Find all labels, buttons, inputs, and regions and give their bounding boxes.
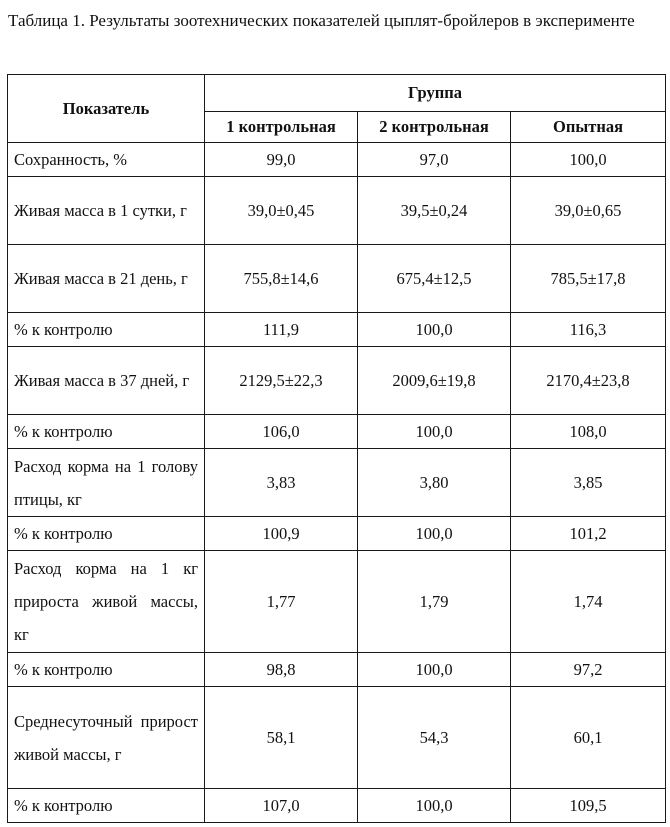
table-row	[8, 347, 666, 415]
row-label: % к контролю	[8, 789, 205, 823]
cell-control-1: 111,9	[205, 313, 358, 347]
row-label: Среднесуточный прирост живой массы, г	[8, 687, 205, 789]
cell-control-2: 100,0	[358, 789, 511, 823]
table-row	[8, 551, 666, 653]
header-row-group	[8, 75, 666, 112]
cell-experimental: 60,1	[511, 687, 666, 789]
cell-control-2: 100,0	[358, 517, 511, 551]
row-label: Живая масса в 37 дней, г	[8, 347, 205, 415]
cell-control-2: 54,3	[358, 687, 511, 789]
header-indicator: Показатель	[8, 75, 205, 143]
header-group: Группа	[205, 75, 666, 112]
cell-control-1: 3,83	[205, 449, 358, 517]
cell-control-2: 100,0	[358, 653, 511, 687]
row-label: Живая масса в 21 день, г	[8, 245, 205, 313]
column-header-control-2: 2 контрольная	[358, 112, 511, 143]
cell-control-1: 755,8±14,6	[205, 245, 358, 313]
cell-experimental: 116,3	[511, 313, 666, 347]
row-label: % к контролю	[8, 415, 205, 449]
cell-control-1: 98,8	[205, 653, 358, 687]
cell-control-2: 100,0	[358, 415, 511, 449]
cell-experimental: 97,2	[511, 653, 666, 687]
cell-control-1: 2129,5±22,3	[205, 347, 358, 415]
cell-control-2: 100,0	[358, 313, 511, 347]
cell-control-1: 39,0±0,45	[205, 177, 358, 245]
cell-control-2: 39,5±0,24	[358, 177, 511, 245]
cell-experimental: 100,0	[511, 143, 666, 177]
cell-experimental: 785,5±17,8	[511, 245, 666, 313]
results-table	[7, 74, 666, 823]
cell-control-2: 675,4±12,5	[358, 245, 511, 313]
cell-control-1: 106,0	[205, 415, 358, 449]
column-header-control-1: 1 контрольная	[205, 112, 358, 143]
table-row	[8, 245, 666, 313]
cell-control-2: 97,0	[358, 143, 511, 177]
table-row	[8, 177, 666, 245]
cell-control-2: 3,80	[358, 449, 511, 517]
table-row	[8, 143, 666, 177]
table-row	[8, 653, 666, 687]
table-row	[8, 517, 666, 551]
cell-control-2: 2009,6±19,8	[358, 347, 511, 415]
cell-experimental: 3,85	[511, 449, 666, 517]
cell-experimental: 108,0	[511, 415, 666, 449]
cell-control-1: 99,0	[205, 143, 358, 177]
cell-control-1: 100,9	[205, 517, 358, 551]
table-row	[8, 789, 666, 823]
row-label: Расход корма на 1 голову птицы, кг	[8, 449, 205, 517]
cell-experimental: 101,2	[511, 517, 666, 551]
row-label: % к контролю	[8, 517, 205, 551]
cell-control-1: 58,1	[205, 687, 358, 789]
table-row	[8, 687, 666, 789]
column-header-experimental: Опытная	[511, 112, 666, 143]
cell-experimental: 39,0±0,65	[511, 177, 666, 245]
table-row	[8, 449, 666, 517]
row-label: % к контролю	[8, 653, 205, 687]
table-row	[8, 313, 666, 347]
cell-control-2: 1,79	[358, 551, 511, 653]
cell-control-1: 107,0	[205, 789, 358, 823]
cell-experimental: 109,5	[511, 789, 666, 823]
row-label: Живая масса в 1 сутки, г	[8, 177, 205, 245]
row-label: Сохранность, %	[8, 143, 205, 177]
cell-control-1: 1,77	[205, 551, 358, 653]
row-label: % к контролю	[8, 313, 205, 347]
table-caption: Таблица 1. Результаты зоотехнических показателей цыплят-бройлеров в эксперименте	[8, 11, 635, 30]
table-row	[8, 415, 666, 449]
cell-experimental: 2170,4±23,8	[511, 347, 666, 415]
row-label: Расход корма на 1 кг прироста живой массы, кг	[8, 551, 205, 653]
cell-experimental: 1,74	[511, 551, 666, 653]
